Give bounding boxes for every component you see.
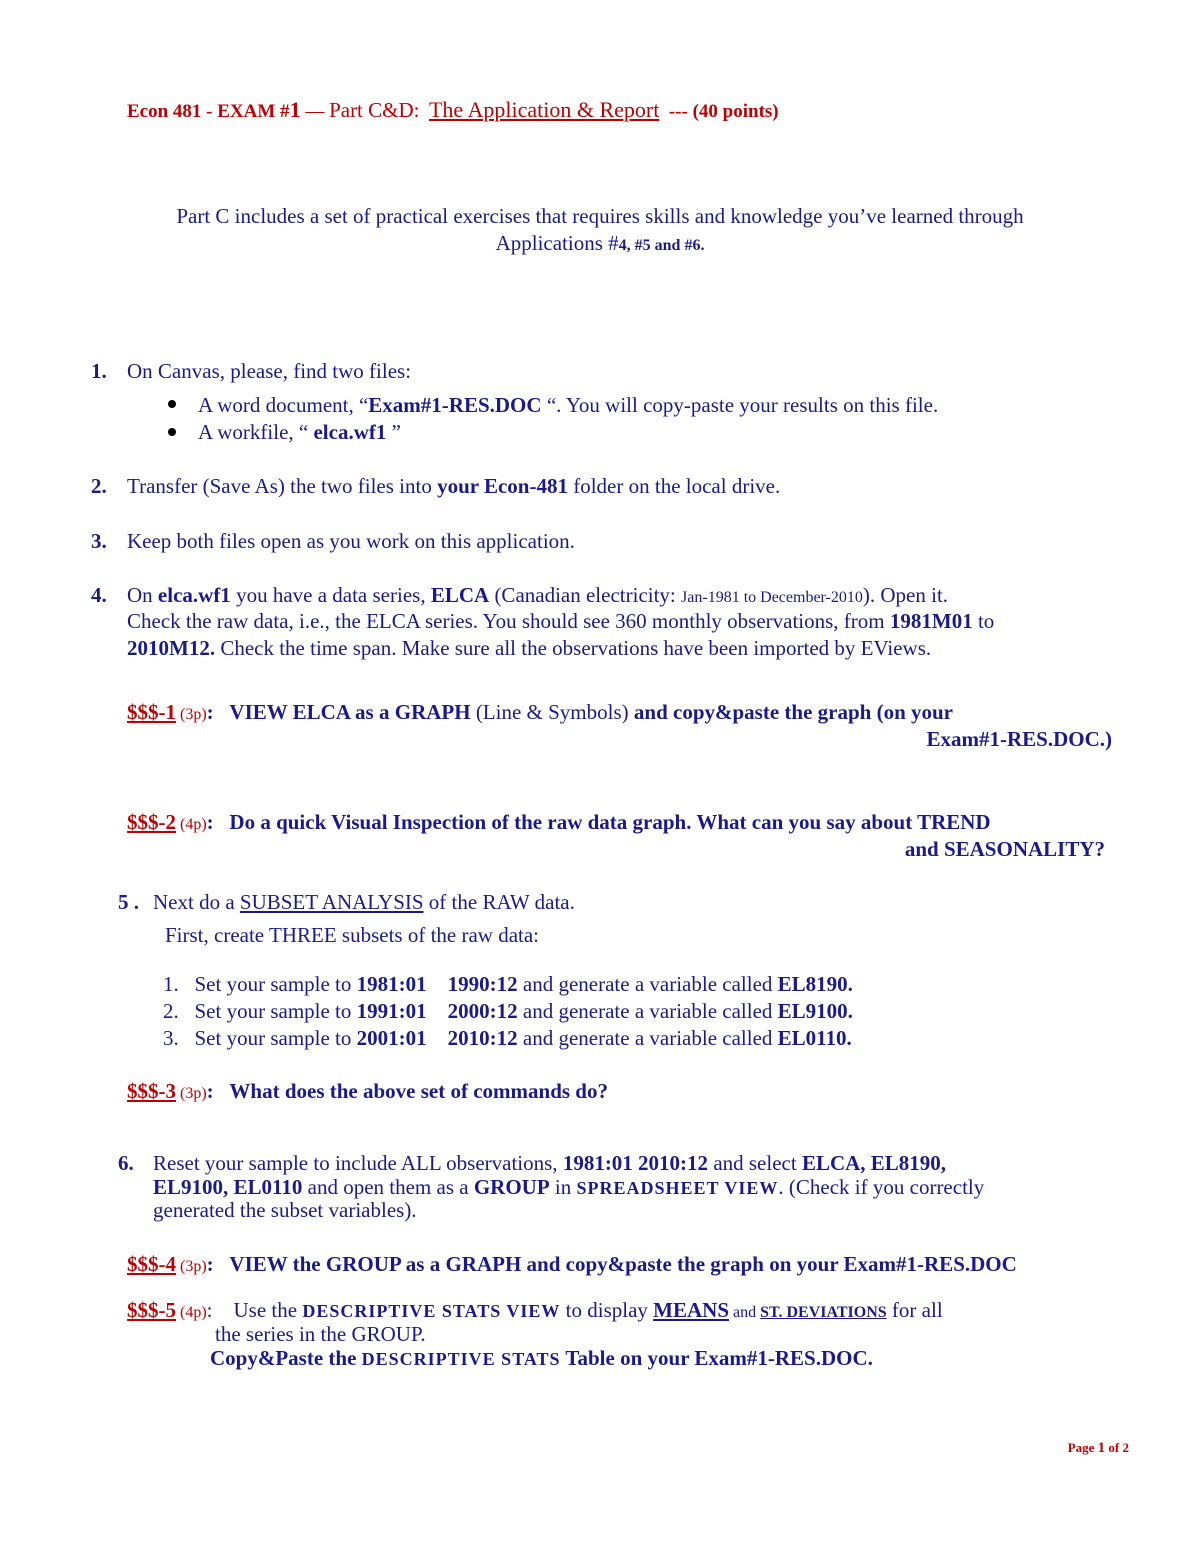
header-number: 1	[289, 97, 301, 122]
subset-2-to: 2000:12	[447, 999, 518, 1023]
subset-3-number: 3.	[163, 1026, 179, 1050]
page-number	[1068, 1440, 1129, 1457]
item-4-start: 1981M01	[889, 609, 973, 633]
question-1-colon: :	[206, 700, 214, 724]
question-4-points: (3p)	[176, 1258, 207, 1275]
folder-name: your Econ-481	[437, 474, 568, 498]
question-4-label: $$$-4	[127, 1252, 176, 1276]
question-1-text-c: and copy&paste the graph (on your	[633, 700, 954, 724]
item-4-text-c: ). Open it.	[862, 583, 949, 607]
item-3-number: 3.	[91, 529, 107, 553]
question-3-label: $$$-3	[127, 1079, 176, 1103]
page-of: of	[1105, 1440, 1123, 1455]
subset-2-mid: and generate a variable called	[517, 999, 778, 1023]
intro-applications: Applications #	[495, 231, 619, 255]
item-1-text: On Canvas, please, find two files:	[127, 359, 412, 383]
item-4-workfile: elca.wf1	[157, 583, 231, 607]
question-5-view: DESCRIPTIVE STATS VIEW	[302, 1301, 561, 1321]
subset-3-mid: and generate a variable called	[517, 1026, 778, 1050]
question-5-colon: :	[206, 1298, 213, 1322]
item-5-pre: Next do a	[153, 890, 240, 914]
item-6-text-c: and open them as a	[302, 1175, 474, 1199]
question-1-text-d: Exam#1-RES.DOC.)	[926, 727, 1112, 751]
bullet-icon	[168, 400, 176, 408]
item-6-in: in	[549, 1175, 577, 1199]
subset-3-to: 2010:12	[447, 1026, 518, 1050]
bullet-2-post: ”	[386, 420, 401, 444]
page-current: 1	[1097, 1440, 1106, 1456]
item-5-number: 5 .	[118, 890, 139, 914]
question-2-label: $$$-2	[127, 810, 176, 834]
subset-1-var: EL8190.	[777, 972, 853, 996]
item-4-series: ELCA	[430, 583, 490, 607]
item-4-line-2	[127, 609, 994, 634]
question-3-colon: :	[206, 1079, 214, 1103]
question-3	[127, 1079, 608, 1104]
question-3-text: What does the above set of commands do?	[229, 1079, 608, 1103]
item-6-series-b: EL9100, EL0110	[153, 1175, 303, 1199]
subset-3-pre: Set your sample to	[194, 1026, 357, 1050]
question-5-and: and	[729, 1304, 761, 1321]
header-part: Part C&D:	[329, 98, 420, 122]
question-2	[127, 810, 991, 835]
question-5-points: (4p)	[176, 1304, 207, 1321]
question-2-colon: :	[206, 810, 214, 834]
question-5-text-c: to display	[560, 1298, 654, 1322]
page-total: 2	[1122, 1440, 1129, 1455]
bullet-1-post: “. You will copy-paste your results on this file.	[541, 393, 939, 417]
subset-2-pre: Set your sample to	[194, 999, 357, 1023]
subset-1-pre: Set your sample to	[194, 972, 357, 996]
item-6-text-d: . (Check if you correctly	[778, 1175, 985, 1199]
item-6-line-2	[153, 1175, 984, 1200]
item-4-line-3	[127, 636, 931, 661]
question-2-text-a: Do a quick Visual Inspection of the raw data graph. What can you say about TREND	[229, 810, 991, 834]
intro-line-1: Part C includes a set of practical exercises that requires skills and knowledge you’ve learned through	[176, 204, 1024, 228]
header-points: (40 points)	[692, 101, 779, 122]
item-1-bullet-1	[198, 393, 938, 418]
item-6-text-a: Reset your sample to include ALL observations,	[153, 1151, 563, 1175]
item-6-series-a: ELCA, EL8190,	[801, 1151, 947, 1175]
subset-1	[163, 972, 853, 997]
item-6-view: SPREADSHEET VIEW	[576, 1178, 779, 1198]
question-5-stats: DESCRIPTIVE STATS	[361, 1349, 561, 1369]
item-1-bullet-2	[198, 420, 401, 445]
header-course: Econ 481 - EXAM #	[127, 101, 290, 122]
subset-2-var: EL9100.	[777, 999, 853, 1023]
item-1-number: 1.	[91, 359, 107, 383]
bullet-2-pre: A workfile, “	[198, 420, 309, 444]
item-4-line-2-text: Check the raw data, i.e., the ELCA series. You should see 360 monthly observations, from	[127, 609, 890, 633]
workfile-filename: elca.wf1	[308, 420, 387, 444]
subset-3	[163, 1026, 852, 1051]
intro-line-2	[0, 231, 1200, 256]
subset-3-var: EL0110.	[777, 1026, 852, 1050]
item-6-line-1	[153, 1151, 946, 1176]
item-4-end: 2010M12.	[127, 636, 216, 660]
page-word: Page	[1067, 1440, 1098, 1455]
question-4-text: VIEW the GROUP as a GRAPH and copy&paste the graph on your Exam#1-RES.DOC	[229, 1252, 1017, 1276]
item-6-number: 6.	[118, 1151, 134, 1175]
item-2-number: 2.	[91, 474, 107, 498]
item-2-text	[127, 474, 780, 499]
question-1-points: (3p)	[176, 706, 207, 723]
header-dash: —	[305, 101, 325, 122]
item-4-text-b: (Canadian electricity:	[489, 583, 682, 607]
header-sep: ---	[668, 101, 688, 122]
question-5-text-g: for all	[886, 1298, 943, 1322]
item-2-pre: Transfer (Save As) the two files into	[127, 474, 438, 498]
question-1-text-a: VIEW ELCA as a GRAPH	[229, 700, 471, 724]
question-5-table: Table on your Exam#1-RES.DOC.	[560, 1346, 873, 1370]
question-1-label: $$$-1	[127, 700, 176, 724]
subset-2-number: 2.	[163, 999, 179, 1023]
item-5-post: of the RAW data.	[423, 890, 575, 914]
question-5	[127, 1298, 943, 1323]
item-4-line-1	[127, 583, 948, 608]
item-4-date-range: Jan-1981 to December-2010	[681, 589, 863, 606]
question-2-points: (4p)	[176, 816, 207, 833]
item-3-text: Keep both files open as you work on this application.	[127, 529, 575, 553]
item-4-on: On	[127, 583, 158, 607]
question-5-line-3	[210, 1346, 873, 1371]
intro-app-numbers: 4, #5 and #6.	[618, 237, 705, 254]
question-5-text-a: Use the	[233, 1298, 303, 1322]
question-1	[127, 700, 953, 725]
header-title: The Application & Report	[428, 97, 660, 122]
item-6-range: 1981:01 2010:12	[562, 1151, 709, 1175]
bullet-1-pre: A word document, “	[198, 393, 369, 417]
question-5-copy: Copy&Paste the	[210, 1346, 362, 1370]
item-6-text-b: and select	[708, 1151, 802, 1175]
word-document-filename: Exam#1-RES.DOC	[368, 393, 542, 417]
item-5-text	[153, 890, 575, 915]
subset-1-mid: and generate a variable called	[517, 972, 778, 996]
subset-2-from: 1991:01	[356, 999, 427, 1023]
item-4-line-3-text: Check the time span. Make sure all the observations have been imported by EViews.	[215, 636, 932, 660]
question-1-text-b: (Line & Symbols)	[470, 700, 634, 724]
subset-analysis: SUBSET ANALYSIS	[239, 890, 424, 914]
question-4-colon: :	[206, 1252, 214, 1276]
question-5-line-2: the series in the GROUP.	[215, 1322, 426, 1346]
bullet-icon	[168, 428, 176, 436]
question-4	[127, 1252, 1017, 1277]
subset-1-number: 1.	[163, 972, 179, 996]
subset-1-to: 1990:12	[447, 972, 518, 996]
question-5-label: $$$-5	[127, 1298, 176, 1322]
exam-header	[127, 97, 779, 123]
question-5-means: MEANS	[653, 1298, 729, 1322]
subset-2	[163, 999, 853, 1024]
item-2-post: folder on the local drive.	[567, 474, 781, 498]
subset-1-from: 1981:01	[356, 972, 427, 996]
item-6-line-3: generated the subset variables).	[153, 1198, 417, 1222]
question-3-points: (3p)	[176, 1085, 207, 1102]
question-5-stdev: ST. DEVIATIONS	[760, 1304, 887, 1321]
item-4-text-a: you have a data series,	[230, 583, 431, 607]
item-4-to: to	[972, 609, 995, 633]
question-2-text-b: and SEASONALITY?	[904, 837, 1105, 861]
subset-3-from: 2001:01	[356, 1026, 427, 1050]
item-6-group: GROUP	[473, 1175, 550, 1199]
item-5-first: First, create THREE subsets of the raw data:	[165, 923, 540, 947]
item-4-number: 4.	[91, 583, 107, 607]
